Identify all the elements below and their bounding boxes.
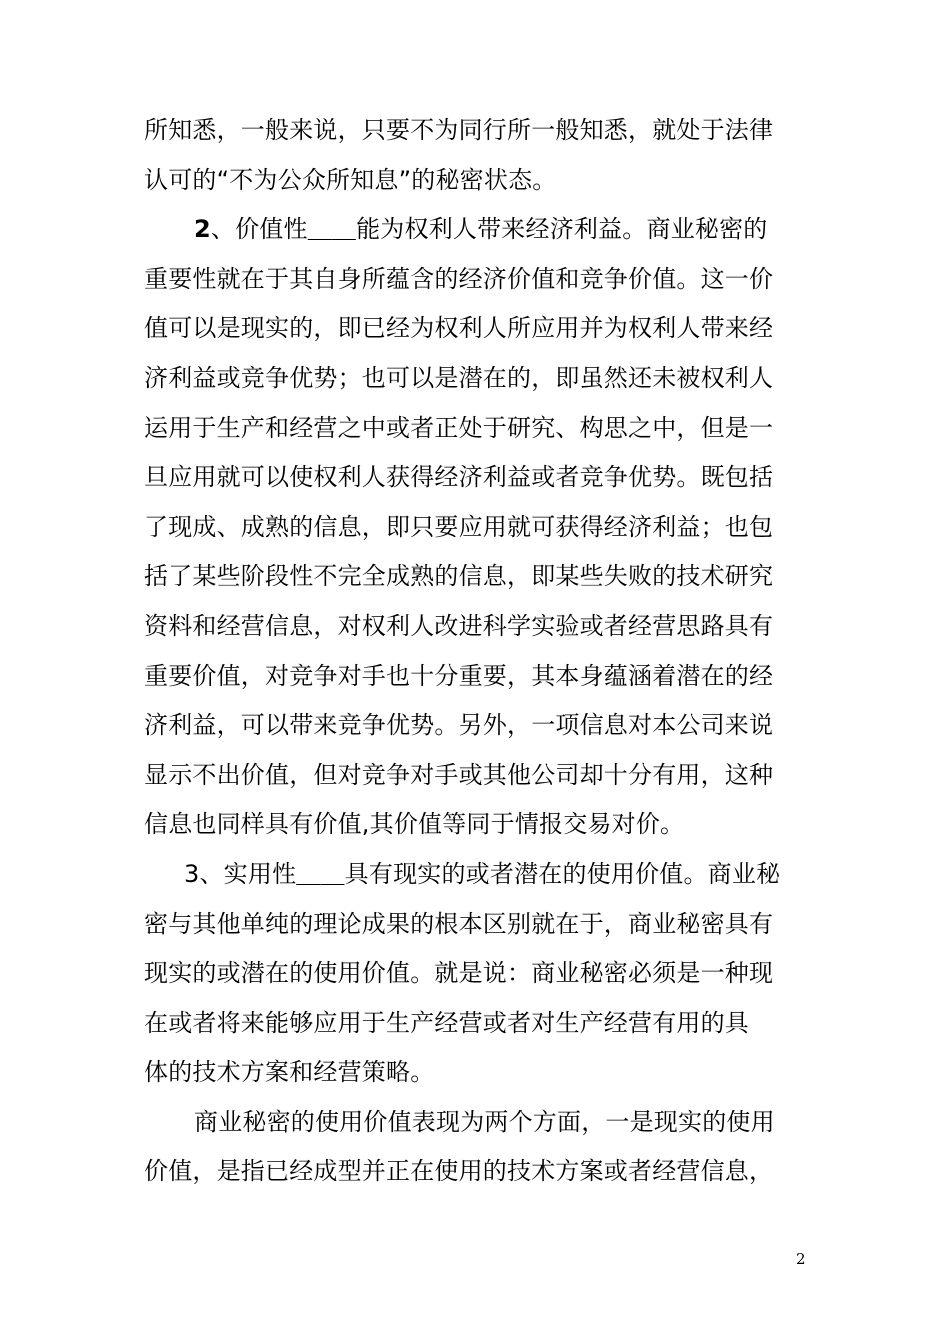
paragraph-start-line: 商业秘密的使用价值表现为两个方面，一是现实的使用 <box>194 1107 775 1136</box>
text-line: 括了某些阶段性不完全成熟的信息，即某些失败的技术研究 <box>144 562 774 591</box>
text-line: 值可以是现实的，即已经为权利人所应用并为权利人带来经 <box>144 314 774 343</box>
text-line: 资料和经营信息，对权利人改进科学实验或者经营思路具有 <box>144 611 774 640</box>
text-line: 信息也同样具有价值,其价值等同于情报交易对价。 <box>144 810 685 839</box>
section-number: 2 <box>194 215 211 244</box>
text-line: 济利益，可以带来竞争优势。另外，一项信息对本公司来说 <box>144 711 774 740</box>
page-number: 2 <box>796 1250 806 1268</box>
body-text <box>144 106 814 1197</box>
section-2-text: 、价值性＿＿能为权利人带来经济利益。商业秘密的 <box>210 215 768 244</box>
text-line: 旦应用就可以使权利人获得经济利益或者竞争优势。既包括 <box>144 463 774 492</box>
text-line: 在或者将来能够应用于生产经营或者对生产经营有用的具 <box>144 1008 749 1037</box>
text-line: 认可的“不为公众所知息”的秘密状态。 <box>144 165 557 194</box>
text-line: 密与其他单纯的理论成果的根本区别就在于，商业秘密具有 <box>144 909 774 938</box>
text-line: 济利益或竞争优势；也可以是潜在的，即虽然还未被权利人 <box>144 363 774 392</box>
text-line: 体的技术方案和经营策略。 <box>144 1058 435 1087</box>
text-line: 重要价值，对竞争对手也十分重要，其本身蕴涵着潜在的经 <box>144 661 774 690</box>
section-2-heading-line <box>144 205 814 255</box>
text-line: 现实的或潜在的使用价值。就是说：商业秘密必须是一种现 <box>144 959 774 988</box>
section-3-heading-line: 3、实用性＿＿具有现实的或者潜在的使用价值。商业秘 <box>184 859 781 888</box>
text-line: 价值，是指已经成型并正在使用的技术方案或者经营信息， <box>144 1157 774 1186</box>
text-line: 重要性就在于其自身所蕴含的经济价值和竞争价值。这一价 <box>144 264 774 293</box>
text-line: 所知悉，一般来说，只要不为同行所一般知悉，就处于法律 <box>144 116 774 144</box>
text-line: 显示不出价值，但对竞争对手或其他公司却十分有用，这种 <box>144 760 774 789</box>
text-line: 运用于生产和经营之中或者正处于研究、构思之中，但是一 <box>144 413 774 442</box>
text-line: 了现成、成熟的信息，即只要应用就可获得经济利益；也包 <box>144 512 774 541</box>
